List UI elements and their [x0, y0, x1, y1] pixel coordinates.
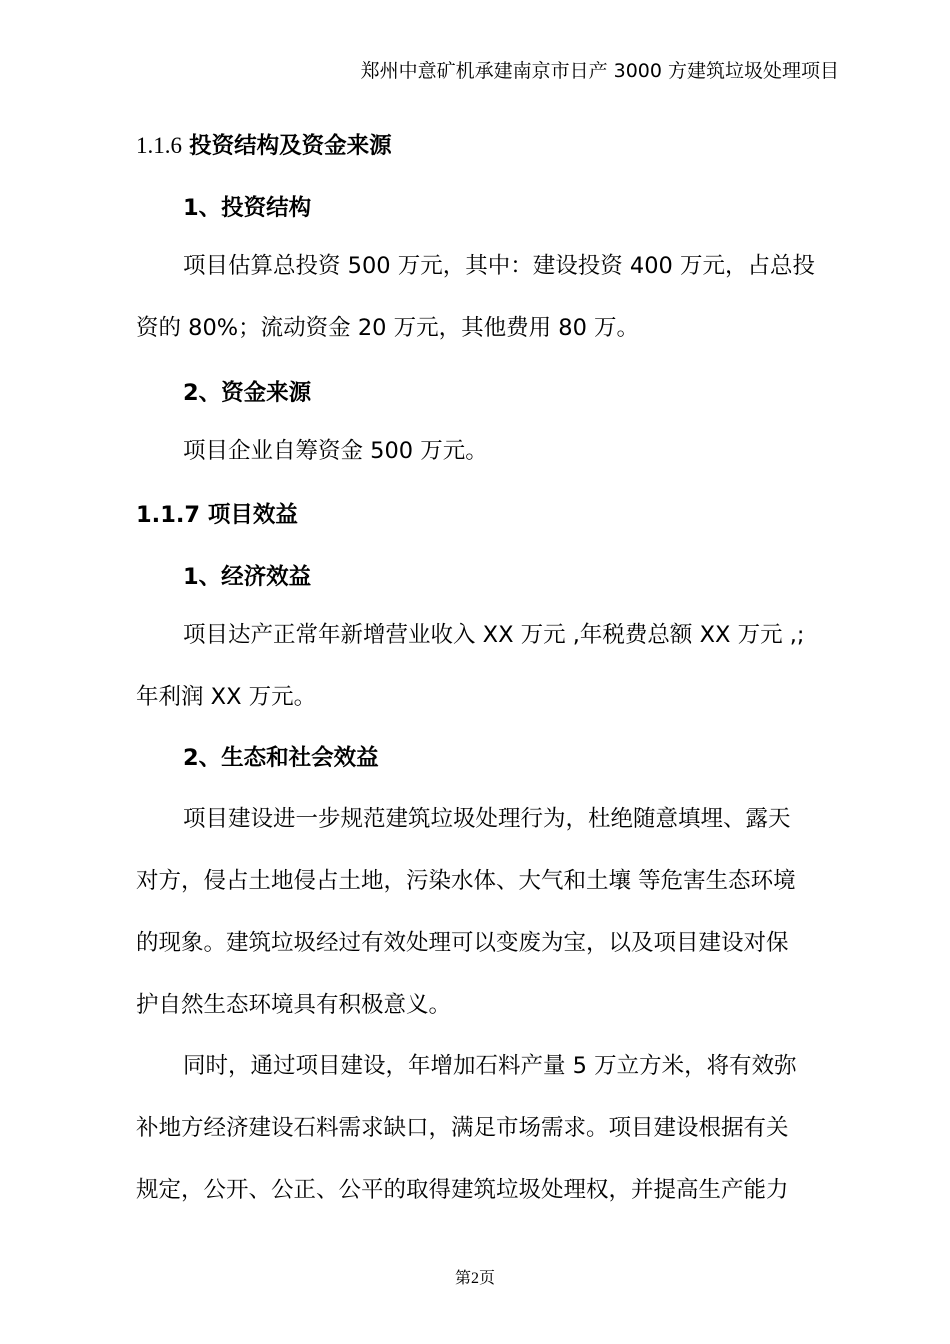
page-number: 第2页 [454, 1270, 495, 1287]
paragraph-line: 同时，通过项目建设，年增加石料产量 5 万立方米，将有效弥 [183, 1053, 797, 1079]
subsection-investment-structure: 1、投资结构 [183, 195, 312, 221]
paragraph-line: 项目估算总投资 500 万元，其中：建设投资 400 万元，占总投 [183, 253, 816, 279]
paragraph-line: 规定，公开、公正、公平的取得建筑垃圾处理权，并提高生产能力 [136, 1177, 789, 1203]
paragraph-line: 项目达产正常年新增营业收入 XX 万元 ,年税费总额 XX 万元 ,; [183, 622, 805, 648]
paragraph-line: 资的 80%；流动资金 20 万元，其他费用 80 万。 [136, 315, 640, 341]
section-number: 1.1.6 [136, 133, 182, 158]
subsection-funding-source: 2、资金来源 [183, 380, 312, 406]
page-header: 郑州中意矿机承建南京市日产 3000 方建筑垃圾处理项目 [360, 60, 839, 82]
paragraph-line: 的现象。建筑垃圾经过有效处理可以变废为宝，以及项目建设对保 [136, 930, 789, 956]
paragraph-line: 项目建设进一步规范建筑垃圾处理行为，杜绝随意填埋、露天 [183, 806, 791, 832]
subsection-social-benefit: 2、生态和社会效益 [183, 745, 379, 771]
paragraph-line: 年利润 XX 万元。 [136, 684, 317, 710]
paragraph-line: 补地方经济建设石料需求缺口，满足市场需求。项目建设根据有关 [136, 1115, 789, 1141]
section-1-1-6-heading [136, 128, 392, 160]
subsection-economic-benefit: 1、经济效益 [183, 564, 312, 590]
section-title: 投资结构及资金来源 [189, 133, 392, 159]
paragraph-line: 项目企业自筹资金 500 万元。 [183, 438, 488, 464]
paragraph-line: 对方，侵占土地侵占土地，污染水体、大气和土壤 等危害生态环境 [136, 868, 796, 894]
section-1-1-7-heading: 1.1.7 项目效益 [136, 502, 298, 528]
paragraph-line: 护自然生态环境具有积极意义。 [136, 992, 452, 1018]
